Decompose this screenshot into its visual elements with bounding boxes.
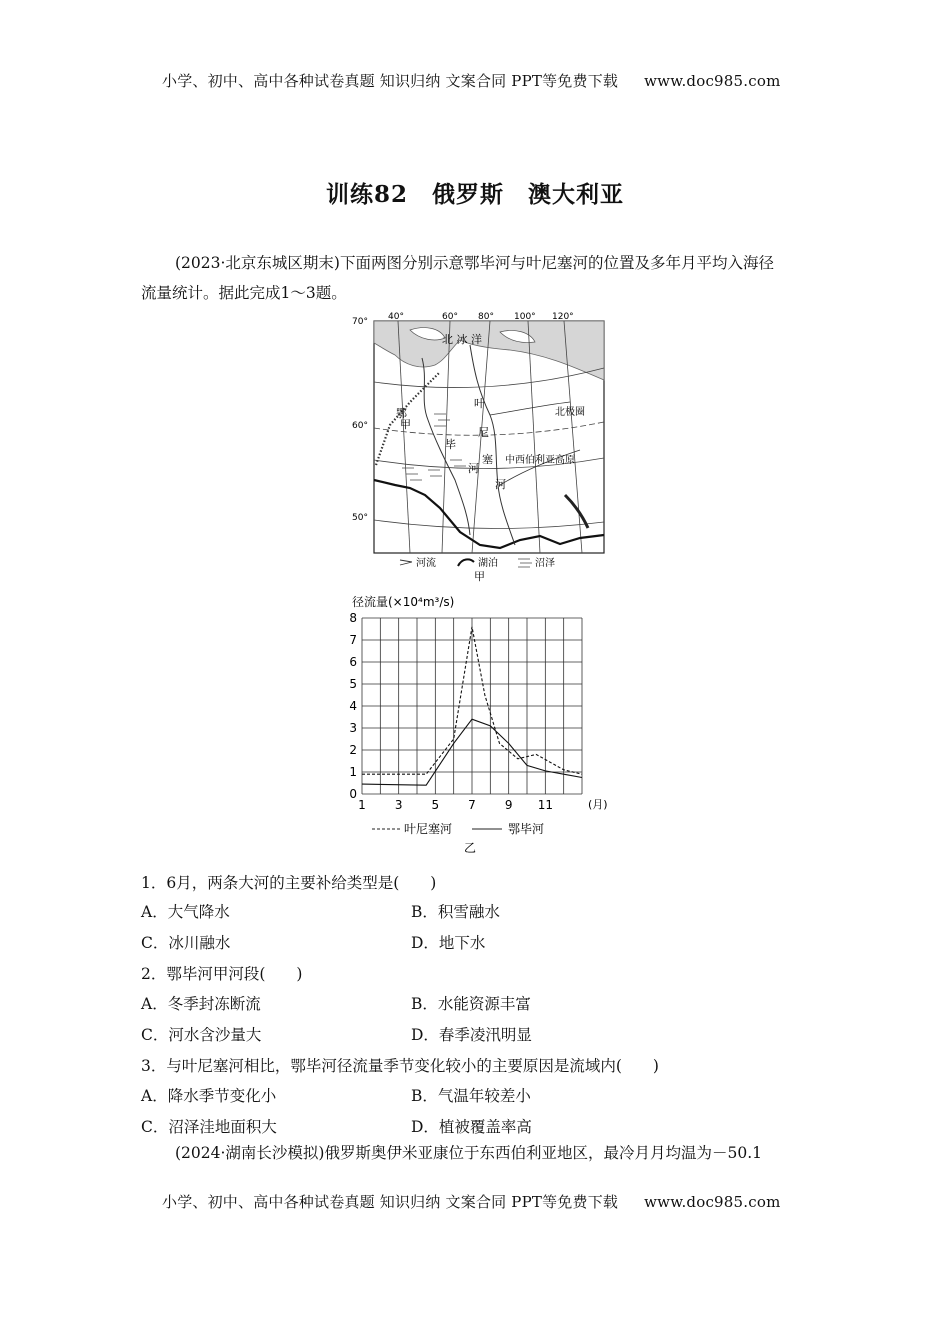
y-tick-label: 0 [349,787,357,801]
lat-label: 50° [352,513,368,523]
header-site: www.doc985.com [644,72,781,90]
header-text: 小学、初中、高中各种试卷真题 知识归纳 文案合同 PPT等免费下载 [162,72,619,90]
page-footer [162,1191,781,1212]
q1-option-b: B．积雪融水 [411,903,500,921]
q1-option-c: C．冰川融水 [141,934,231,952]
y-axis-label: 径流量(×10⁴m³/s) [352,595,455,609]
yenisei-label: 塞 [482,453,493,466]
ob-label: 鄂 [396,407,407,420]
legend-swamp-icon [518,559,532,567]
legend-river-icon [400,560,412,565]
q2-option-c: C．河水含沙量大 [141,1026,262,1044]
arctic-circle-label: 北极圈 [555,407,585,418]
lon-label: 40° [388,312,404,322]
lat-label: 60° [352,421,368,431]
legend-ob: 鄂毕河 [508,822,545,836]
jia-label: 甲 [400,418,411,431]
page-title: 训练82 俄罗斯 澳大利亚 [325,181,624,208]
y-tick-label: 3 [349,721,357,735]
x-axis-label: (月) [588,798,608,811]
map-figure [350,310,610,582]
x-tick-label: 7 [468,798,476,812]
yenisei-label: 尼 [478,426,489,439]
map-caption: 甲 [474,570,485,582]
plateau-label: 中西伯利亚高原 [505,455,575,466]
yenisei-label: 叶 [474,397,485,410]
lon-label: 60° [442,312,458,322]
chart-caption: 乙 [464,841,477,854]
x-tick-label: 9 [504,798,513,812]
q1-option-d: D．地下水 [411,934,486,952]
next-question-intro: (2024·湖南长沙模拟)俄罗斯奥伊米亚康位于东西伯利亚地区，最冷月月均温为－50.1 [175,1144,762,1162]
y-tick-label: 7 [349,633,357,647]
page-header [162,70,781,91]
legend-lake: 湖泊 [478,558,498,569]
footer-site: www.doc985.com [644,1193,781,1211]
lat-label: 70° [352,317,368,327]
ob-label: 毕 [445,438,456,451]
x-tick-label: 1 [358,798,366,812]
intro-line-2: 流量统计。据此完成1～3题。 [141,284,347,302]
ob-label: 河 [468,462,479,475]
legend-river: 河流 [416,558,436,569]
question-2: 2．鄂毕河甲河段( ) [141,965,303,983]
legend-swamp: 沼泽 [535,558,555,569]
runoff-chart [340,592,610,854]
y-tick-label: 4 [349,699,357,713]
y-tick-label: 6 [349,655,357,669]
x-tick-label: 5 [431,798,440,812]
intro-paragraph [141,248,813,308]
y-tick-label: 8 [349,611,357,625]
y-tick-label: 5 [349,677,357,691]
q3-option-c: C．沼泽洼地面积大 [141,1118,277,1136]
lon-label: 120° [552,312,574,322]
y-tick-label: 2 [349,743,357,757]
q2-option-a: A．冬季封冻断流 [141,995,261,1013]
x-tick-label: 11 [537,798,553,812]
ocean-label: 北 冰 洋 [442,333,482,346]
lon-label: 80° [478,312,494,322]
legend-yenisei: 叶尼塞河 [404,822,453,836]
y-tick-labels [349,611,357,801]
question-1: 1．6月，两条大河的主要补给类型是( ) [141,874,437,892]
q1-option-a: A．大气降水 [141,903,230,921]
q2-option-b: B．水能资源丰富 [411,995,531,1013]
q3-option-d: D．植被覆盖率高 [411,1118,532,1136]
intro-line-1: (2023·北京东城区期末)下面两图分别示意鄂毕河与叶尼塞河的位置及多年月平均入海径 [175,254,774,272]
question-3: 3．与叶尼塞河相比，鄂毕河径流量季节变化较小的主要原因是流域内( ) [141,1057,659,1075]
lon-label: 100° [514,312,536,322]
footer-text: 小学、初中、高中各种试卷真题 知识归纳 文案合同 PPT等免费下载 [162,1193,619,1211]
q3-option-a: A．降水季节变化小 [141,1087,277,1105]
y-tick-label: 1 [349,765,357,779]
legend-lake-icon [458,559,474,566]
x-tick-labels [358,798,553,812]
q2-option-d: D．春季凌汛明显 [411,1026,532,1044]
yenisei-label: 河 [495,478,506,491]
q3-option-b: B．气温年较差小 [411,1087,531,1105]
x-tick-label: 3 [394,798,403,812]
chart-grid [362,618,582,794]
